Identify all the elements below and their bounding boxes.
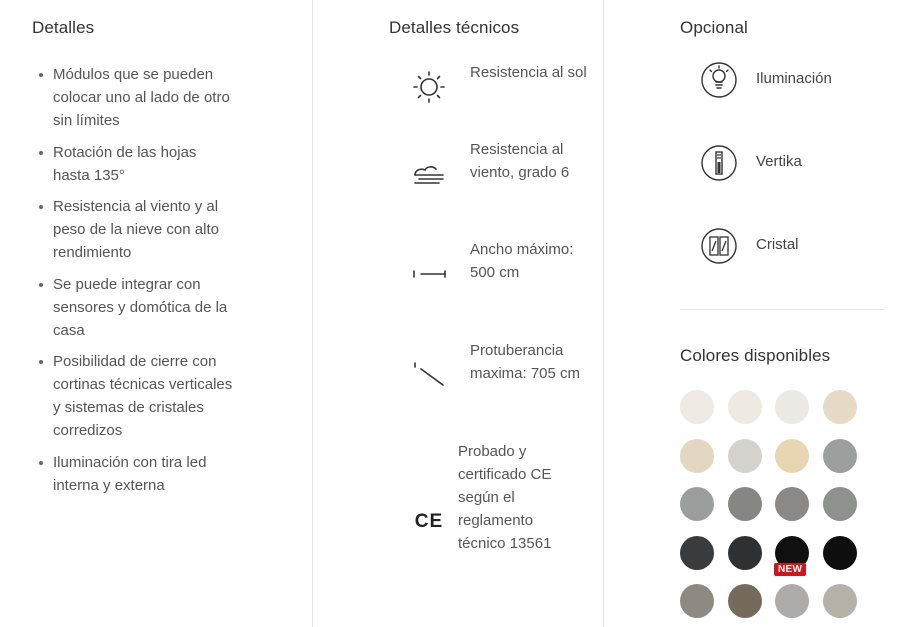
list-item: Rotación de las hojas hasta 135°: [36, 141, 236, 187]
color-swatch[interactable]: [680, 584, 714, 618]
color-swatch[interactable]: [680, 536, 714, 570]
color-swatch[interactable]: [775, 487, 809, 521]
list-item: Módulos que se pueden colocar uno al lado de otro sin límites: [36, 63, 236, 132]
color-swatch[interactable]: [823, 584, 857, 618]
color-swatch[interactable]: [823, 487, 857, 521]
color-swatch[interactable]: [775, 390, 809, 424]
color-swatch[interactable]: [775, 584, 809, 618]
tech-text: Resistencia al sol: [470, 64, 587, 81]
protrusion-icon: [409, 357, 449, 393]
color-swatch[interactable]: [728, 439, 762, 473]
color-swatch[interactable]: [680, 487, 714, 521]
list-item: Posibilidad de cierre con cortinas técnicas verticales y sistemas de cristales corredizos: [36, 350, 236, 442]
tech-text: Resistencia al viento, grado 6: [470, 141, 570, 181]
option-iluminacion[interactable]: [700, 61, 900, 101]
detalles-heading: Detalles: [32, 18, 95, 37]
color-swatch[interactable]: [728, 390, 762, 424]
color-swatch[interactable]: [823, 439, 857, 473]
option-vertika[interactable]: [700, 144, 900, 184]
color-swatch[interactable]: [775, 439, 809, 473]
option-label: Iluminación: [756, 70, 832, 87]
lightbulb-icon: [700, 61, 738, 99]
new-badge: NEW: [774, 563, 806, 576]
opcional-column: [604, 0, 900, 627]
glass-panel-icon: [700, 227, 738, 265]
vertical-blind-icon: [700, 144, 738, 182]
option-label: Vertika: [756, 153, 802, 170]
detalles-column: [0, 0, 312, 627]
option-label: Cristal: [756, 236, 799, 253]
detalles-list: [36, 63, 236, 505]
tech-text: Probado y certificado CE según el reglamento técnico 13561: [458, 443, 552, 552]
color-swatch[interactable]: [823, 536, 857, 570]
color-swatch[interactable]: [728, 584, 762, 618]
tecnicos-heading: Detalles técnicos: [389, 18, 520, 37]
wind-icon: [409, 158, 449, 194]
width-icon: [409, 256, 449, 292]
color-swatch[interactable]: [728, 487, 762, 521]
color-swatch[interactable]: [823, 390, 857, 424]
colores-heading: Colores disponibles: [680, 346, 831, 365]
tecnicos-column: [312, 0, 604, 627]
list-item: Se puede integrar con sensores y domótica de la casa: [36, 273, 236, 342]
list-item: Resistencia al viento y al peso de la nieve con alto rendimiento: [36, 195, 236, 264]
tech-text: Protuberancia maxima: 705 cm: [470, 342, 581, 382]
color-swatch[interactable]: [728, 536, 762, 570]
option-cristal[interactable]: [700, 227, 900, 267]
ce-mark-icon: CE: [414, 511, 444, 532]
divider: [680, 309, 884, 310]
color-swatch[interactable]: [680, 439, 714, 473]
opcional-heading: Opcional: [680, 18, 748, 37]
tech-text: Ancho máximo: 500 cm: [470, 241, 574, 281]
color-swatch[interactable]: [680, 390, 714, 424]
sun-icon: [409, 69, 449, 105]
list-item: Iluminación con tira led interna y externa: [36, 451, 236, 497]
